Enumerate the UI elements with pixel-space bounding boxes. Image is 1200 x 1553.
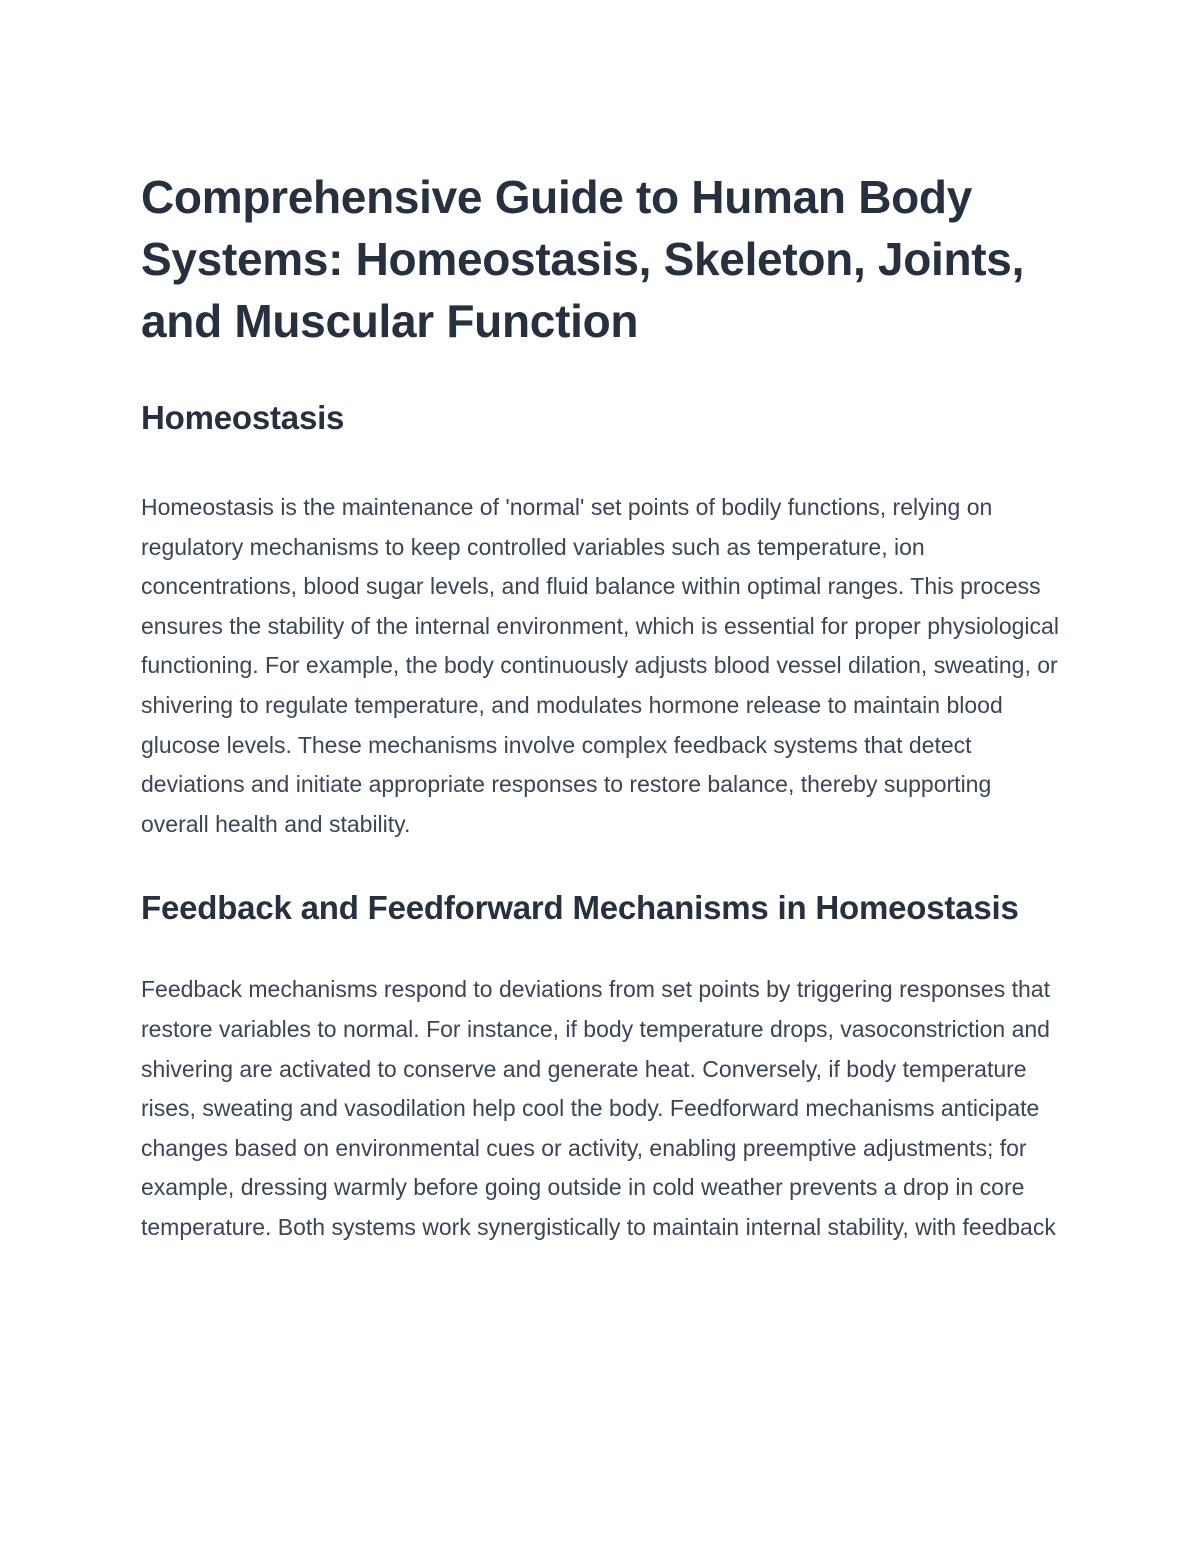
- section-body-feedback-feedforward: Feedback mechanisms respond to deviations from set points by triggering responses that restore variables to normal. For instance, if body temperature drops, vasoconstriction and shivering are activated to conserve and generate heat. Conversely, if body temperature rises, sweating and vasodilation help cool the body. Feedforward mechanisms anticipate changes based on environmental cues or activity, enabling preemptive adjustments; for example, dressing warmly before going outside in cold weather prevents a drop in core temperature. Both systems work synergistically to maintain internal stability, with feedback: [141, 976, 1056, 1240]
- section-body-homeostasis: Homeostasis is the maintenance of 'normal' set points of bodily functions, relying on regulatory mechanisms to keep controlled variables such as temperature, ion concentrations, blood sugar levels, and fluid balance within optimal ranges. This process ensures the stability of the internal environment, which is essential for proper physiological functioning. For example, the body continuously adjusts blood vessel dilation, sweating, or shivering to regulate temperature, and modulates hormone release to maintain blood glucose levels. These mechanisms involve complex feedback systems that detect deviations and initiate appropriate responses to restore balance, thereby supporting overall health and stability.: [141, 494, 1059, 837]
- section-heading-homeostasis: Homeostasis: [141, 399, 345, 436]
- document-title: Comprehensive Guide to Human Body Systems: Homeostasis, Skeleton, Joints, and Muscular Function: [141, 171, 1025, 347]
- document-page: [141, 166, 1061, 1248]
- section-heading-feedback-feedforward: Feedback and Feedforward Mechanisms in Homeostasis: [141, 889, 1019, 927]
